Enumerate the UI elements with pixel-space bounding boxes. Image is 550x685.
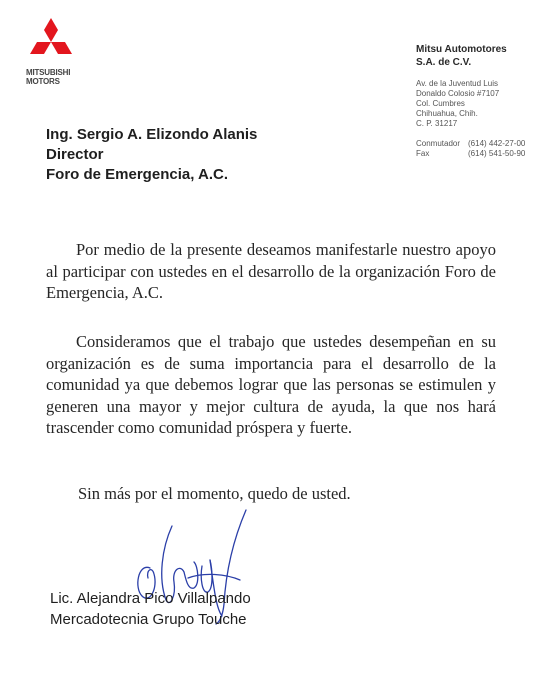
- address-line: Av. de la Juventud Luis: [416, 79, 498, 88]
- recipient-name: Ing. Sergio A. Elizondo Alanis: [46, 126, 258, 143]
- recipient-block: [46, 125, 257, 185]
- recipient-organization: Foro de Emergencia, A.C.: [46, 166, 228, 183]
- phone-row: [416, 139, 546, 149]
- phone-value: (614) 541-50-90: [468, 149, 526, 158]
- three-diamonds-icon: [26, 18, 76, 66]
- signer-position: Mercadotecnia Grupo Touche: [50, 611, 247, 628]
- phone-label: Conmutador: [416, 139, 461, 148]
- body-paragraph-1: Por medio de la presente deseamos manifestarle nuestro apoyo al participar con ustedes en el desarrollo de la organización Foro de Emergencia, A.C.: [46, 240, 496, 302]
- closing-line: Sin más por el momento, quedo de usted.: [78, 484, 351, 503]
- logo-wordmark: [26, 68, 78, 86]
- address-line: C. P. 31217: [416, 119, 458, 128]
- signer-name: Lic. Alejandra Pico Villalpando: [50, 590, 251, 607]
- mitsubishi-logo: [26, 18, 76, 96]
- address-line: Donaldo Colosio #7107: [416, 89, 500, 98]
- phone-value: (614) 442-27-00: [468, 139, 526, 148]
- logo-brand-line2: MOTORS: [26, 77, 60, 86]
- recipient-title: Director: [46, 146, 104, 163]
- company-name-line2: S.A. de C.V.: [416, 57, 472, 68]
- address-line: Col. Cumbres: [416, 99, 465, 108]
- company-header: [416, 43, 546, 159]
- logo-brand-line1: MITSUBISHI: [26, 68, 71, 77]
- address-line: Chihuahua, Chih.: [416, 109, 478, 118]
- body-paragraph-2: Consideramos que el trabajo que ustedes desempeñan en su organización es de suma importancia para el desarrollo de la comunidad ya que debemos lograr que las personas se estimulen y generen una mayor y mejor cultura de ayuda, la que nos hará trascender como comunidad próspera y fuerte.: [46, 332, 496, 437]
- company-phones: [416, 139, 546, 159]
- company-name-line1: Mitsu Automotores: [416, 44, 507, 55]
- company-address: [416, 79, 546, 129]
- phone-row: [416, 149, 546, 159]
- phone-label: Fax: [416, 149, 430, 158]
- signer-block: [50, 588, 251, 630]
